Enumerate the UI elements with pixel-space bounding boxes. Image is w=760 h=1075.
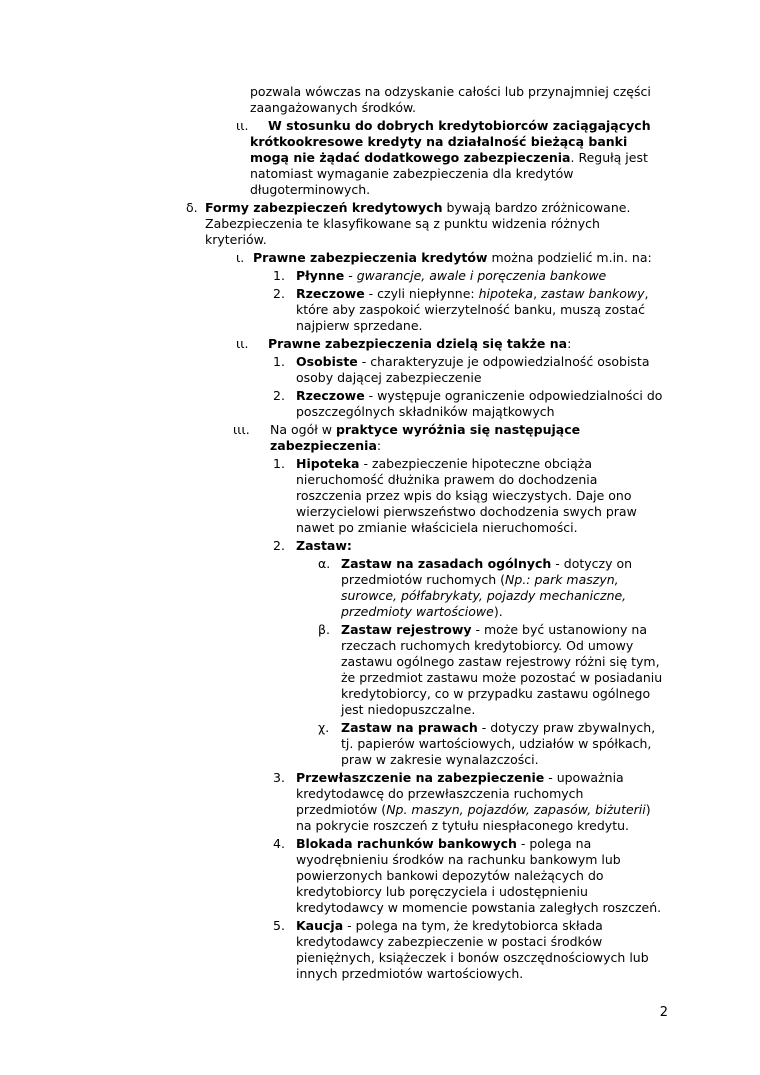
list-marker: α. bbox=[318, 556, 331, 571]
list-marker: 2. bbox=[273, 538, 285, 553]
text-segment: : bbox=[567, 336, 572, 351]
list-item bbox=[0, 354, 663, 386]
list-item bbox=[0, 286, 663, 334]
text-segment: Zastaw rejestrowy bbox=[341, 622, 472, 637]
text-segment: Rzeczowe bbox=[296, 388, 365, 403]
list-marker: ιιι. bbox=[233, 422, 250, 437]
list-item bbox=[0, 918, 663, 982]
text-segment: - bbox=[344, 268, 357, 283]
list-marker: χ. bbox=[318, 720, 330, 735]
text-segment: Hipoteka bbox=[296, 456, 360, 471]
text-segment: praktyce wyróżnia się następujące zabezpieczenia bbox=[270, 422, 581, 453]
list-marker: ιι. bbox=[236, 118, 249, 133]
text-segment: , bbox=[533, 286, 542, 301]
text-segment: Zastaw na zasadach ogólnych bbox=[341, 556, 552, 571]
text-segment: - charakteryzuje je odpowiedzialność osobista osoby dającej zabezpieczenie bbox=[296, 354, 650, 385]
text-segment: - występuje ograniczenie odpowiedzialności do poszczególnych składników majątkowych bbox=[296, 388, 663, 419]
text-segment: Np.: park maszyn, surowce, półfabrykaty, pojazdy mechaniczne, przedmioty wartościowe bbox=[341, 572, 627, 619]
list-item bbox=[0, 388, 663, 420]
list-item bbox=[0, 118, 663, 198]
list-marker: ιι. bbox=[236, 336, 249, 351]
text-segment: Zastaw na prawach bbox=[341, 720, 478, 735]
list-marker: 5. bbox=[273, 918, 285, 933]
text-segment: bywają bardzo zróżnicowane. Zabezpieczenia te klasyfikowane są z punktu widzenia różnych kryteriów. bbox=[205, 200, 631, 247]
list-marker: β. bbox=[318, 622, 330, 637]
list-marker: 3. bbox=[273, 770, 285, 785]
list-marker: δ. bbox=[186, 200, 198, 215]
list-item bbox=[0, 836, 663, 916]
text-segment: Prawne zabezpieczenia dzielą się także na bbox=[268, 336, 568, 351]
list-item bbox=[0, 200, 663, 248]
text-segment: - polega na wyodrębnieniu środków na rachunku bankowym lub powierzonych bankowi depozytów należących do kredytobiorcy lub poręczyciela i udostępnieniu kredytodawcy w momencie powstania zaległych roszczeń. bbox=[296, 836, 662, 915]
text-segment: . Regułą jest natomiast wymaganie zabezpieczenia dla kredytów długoterminowych. bbox=[250, 150, 648, 197]
text-segment: można podzielić m.in. na: bbox=[487, 250, 652, 265]
list-marker: 2. bbox=[273, 286, 285, 301]
text-segment: Blokada rachunków bankowych bbox=[296, 836, 517, 851]
text-segment: Zastaw: bbox=[296, 538, 352, 553]
text-segment: Kaucja bbox=[296, 918, 344, 933]
list-marker: ι. bbox=[236, 250, 245, 265]
text-segment: Na ogół w bbox=[270, 422, 336, 437]
text-segment: ) na pokrycie roszczeń z tytułu niespłaconego kredytu. bbox=[296, 802, 651, 833]
text-segment: pozwala wówczas na odzyskanie całości lub przynajmniej części zaangażowanych środków. bbox=[250, 84, 651, 115]
list-item bbox=[0, 622, 663, 718]
text-segment: ). bbox=[493, 604, 503, 619]
list-item bbox=[0, 84, 663, 116]
list-marker: 4. bbox=[273, 836, 285, 851]
list-item bbox=[0, 422, 663, 454]
list-item bbox=[0, 336, 663, 352]
list-item bbox=[0, 770, 663, 834]
text-segment: hipoteka bbox=[478, 286, 534, 301]
text-segment: W stosunku do dobrych kredytobiorców zaciągających krótkookresowe kredyty na działalność bieżącą banki mogą nie żądać dodatkowego zabezpieczenia bbox=[250, 118, 651, 165]
page-number: 2 bbox=[659, 1005, 668, 1020]
text-segment: - zabezpieczenie hipoteczne obciąża nieruchomość dłużnika prawem do dochodzenia roszczenia przez wpis do ksiąg wieczystych. Daje ono wierzycielowi pierwszeństwo dochodzenia swych praw nawet po zmianie właściciela nieruchomości. bbox=[296, 456, 637, 535]
text-segment: Płynne bbox=[296, 268, 345, 283]
text-segment: - polega na tym, że kredytobiorca składa kredytodawcy zabezpieczenie w postaci środków pieniężnych, książeczek i bonów oszczędnościowych lub innych przedmiotów wartościowych. bbox=[296, 918, 649, 981]
list-marker: 2. bbox=[273, 388, 285, 403]
text-segment: - upoważnia kredytodawcę do przewłaszczenia ruchomych przedmiotów ( bbox=[296, 770, 624, 817]
text-segment: Np. maszyn, pojazdów, zapasów, biżuterii bbox=[386, 802, 646, 817]
text-segment: : bbox=[376, 438, 382, 453]
list-item bbox=[0, 268, 663, 284]
list-item bbox=[0, 250, 663, 266]
list-item bbox=[0, 556, 663, 620]
text-segment: - może być ustanowiony na rzeczach ruchomych kredytobiorcy. Od umowy zastawu ogólnego zastaw rejestrowy różni się tym, że przedmiot zastawu może pozostać w posiadaniu kredytobiorcy, co w przypadku zastawu ogólnego jest niedopuszczalne. bbox=[341, 622, 663, 717]
list-item bbox=[0, 720, 663, 768]
text-segment: Rzeczowe bbox=[296, 286, 365, 301]
list-marker: 1. bbox=[273, 268, 285, 283]
text-segment: Prawne zabezpieczenia kredytów bbox=[253, 250, 488, 265]
text-segment: - czyli niepłynne: bbox=[364, 286, 479, 301]
text-segment: Osobiste bbox=[296, 354, 358, 369]
text-segment: Formy zabezpieczeń kredytowych bbox=[205, 200, 443, 215]
text-segment: Przewłaszczenie na zabezpieczenie bbox=[296, 770, 545, 785]
list-item bbox=[0, 538, 663, 554]
text-segment: zastaw bankowy bbox=[541, 286, 645, 301]
text-segment: - dotyczy praw zbywalnych, tj. papierów wartościowych, udziałów w spółkach, praw w zakresie wynalazczości. bbox=[341, 720, 656, 767]
list-marker: 1. bbox=[273, 354, 285, 369]
text-segment: gwarancje, awale i poręczenia bankowe bbox=[356, 268, 607, 283]
text-segment: - dotyczy on przedmiotów ruchomych ( bbox=[341, 556, 633, 587]
list-item bbox=[0, 456, 663, 536]
list-marker: 1. bbox=[273, 456, 285, 471]
text-segment: , które aby zaspokoić wierzytelność banku, muszą zostać najpierw sprzedane. bbox=[296, 286, 649, 333]
